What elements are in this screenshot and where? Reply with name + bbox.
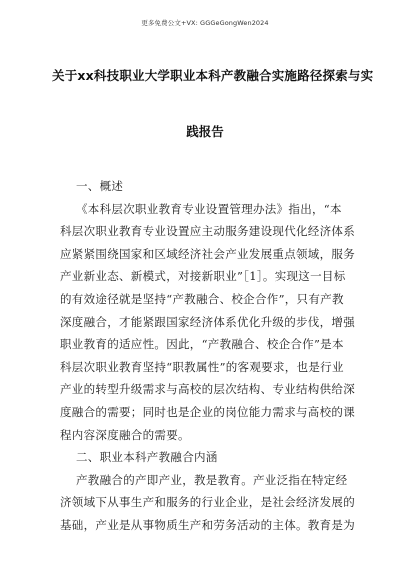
paragraph-line: 产业的转型升级需求与高校的层次结构、专业结构供给深	[60, 382, 355, 397]
document-title-line-1: 关于xx科技职业大学职业本科产教融合实施路径探索与实	[52, 68, 374, 83]
paragraph-first-line: 一、概述	[76, 179, 124, 193]
paragraph-line: 科层次职业教育坚持“职教属性”的客观要求，也是行业	[60, 359, 344, 374]
paragraph-line: 济领域下从事生产和服务的行业企业，是社会经济发展的	[60, 495, 355, 510]
paragraph-line: 的有效途径就是坚持“产教融合、校企合作”，只有产教	[60, 292, 344, 306]
paragraph-line: 程内容深度融合的需要。	[60, 427, 190, 442]
paragraph-line: 度融合的需要；同时也是企业的岗位能力需求与高校的课	[60, 405, 355, 419]
page-header: 更多免费公文+VX: GGGeGongWen2024	[141, 19, 269, 27]
paragraph-first-line: 二、职业本科产教融合内涵	[76, 450, 218, 465]
paragraph-line: 应紧紧围绕国家和区域经济社会产业发展重点领域，服务	[60, 246, 355, 261]
paragraph-line: 职业教育的适应性。因此，“产教融合、校企合作”是本	[60, 337, 344, 352]
paragraph-line: 深度融合，才能紧跟国家经济体系优化升级的步伐，增强	[60, 314, 355, 329]
paragraph-line: 基础，产业是从事物质生产和劳务活动的主体。教育是为	[60, 518, 355, 532]
paragraph-line: 科层次职业教育专业设置应主动服务建设现代化经济体系	[60, 224, 355, 239]
paragraph-line: 产业新业态、新模式，对接新职业”［1］。实现这一目标	[60, 269, 346, 284]
paragraph-first-line: 《本科层次职业教育专业设置管理办法》指出，“本	[76, 201, 342, 216]
document-title-line-2: 践报告	[186, 124, 224, 139]
paragraph-first-line: 产教融合的产即产业，教是教育。产业泛指在特定经	[76, 472, 348, 487]
